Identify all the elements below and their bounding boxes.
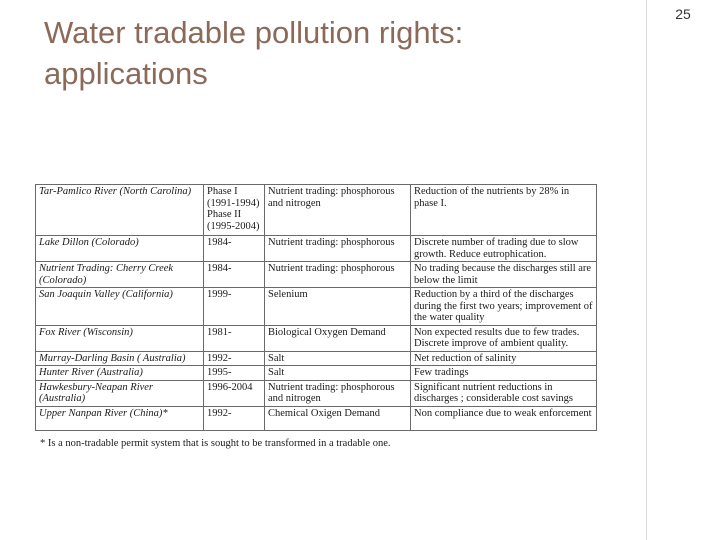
cell-program: Nutrient trading: phosphorous bbox=[265, 262, 411, 288]
cell-location: Nutrient Trading: Cherry Creek (Colorado) bbox=[36, 262, 204, 288]
cell-period: 1999- bbox=[204, 288, 265, 326]
table-row bbox=[36, 380, 597, 406]
table-footnote: * Is a non-tradable permit system that is sought to be transformed in a tradable one. bbox=[40, 438, 391, 449]
cell-result: No trading because the discharges still are below the limit bbox=[411, 262, 597, 288]
cell-location: Hunter River (Australia) bbox=[36, 366, 204, 381]
cell-program: Nutrient trading: phosphorous and nitrogen bbox=[265, 380, 411, 406]
cell-program: Nutrient trading: phosphorous and nitrogen bbox=[265, 185, 411, 236]
cell-location: Tar-Pamlico River (North Carolina) bbox=[36, 185, 204, 236]
cell-program: Biological Oxygen Demand bbox=[265, 325, 411, 351]
slide-title-line2: applications bbox=[44, 56, 208, 91]
cell-period: 1995- bbox=[204, 366, 265, 381]
table-body bbox=[36, 185, 597, 431]
pollution-rights-table bbox=[35, 184, 597, 431]
left-margin-strip bbox=[0, 0, 34, 540]
page-number: 25 bbox=[675, 6, 691, 22]
table-row bbox=[36, 366, 597, 381]
cell-result: Non expected results due to few trades. Discrete improve of ambient quality. bbox=[411, 325, 597, 351]
cell-program: Salt bbox=[265, 366, 411, 381]
cell-program: Nutrient trading: phosphorous bbox=[265, 236, 411, 262]
cell-program: Selenium bbox=[265, 288, 411, 326]
cell-location: Lake Dillon (Colorado) bbox=[36, 236, 204, 262]
cell-location: San Joaquin Valley (California) bbox=[36, 288, 204, 326]
cell-location: Fox River (Wisconsin) bbox=[36, 325, 204, 351]
cell-location: Murray-Darling Basin ( Australia) bbox=[36, 351, 204, 366]
table-row bbox=[36, 262, 597, 288]
cell-location: Hawkesbury-Neapan River (Australia) bbox=[36, 380, 204, 406]
cell-result: Net reduction of salinity bbox=[411, 351, 597, 366]
table-row bbox=[36, 185, 597, 236]
slide-title bbox=[44, 12, 604, 94]
cell-period: 1981- bbox=[204, 325, 265, 351]
cell-result: Significant nutrient reductions in discharges ; considerable cost savings bbox=[411, 380, 597, 406]
cell-program: Chemical Oxigen Demand bbox=[265, 406, 411, 430]
cell-result: Non compliance due to weak enforcement bbox=[411, 406, 597, 430]
table-row bbox=[36, 406, 597, 430]
cell-result: Reduction of the nutrients by 28% in phase I. bbox=[411, 185, 597, 236]
table-row bbox=[36, 288, 597, 326]
cell-period: 1984- bbox=[204, 262, 265, 288]
table-row bbox=[36, 236, 597, 262]
cell-period: 1992- bbox=[204, 351, 265, 366]
cell-result: Few tradings bbox=[411, 366, 597, 381]
page-number-panel bbox=[646, 0, 720, 540]
cell-period: 1996-2004 bbox=[204, 380, 265, 406]
table-row bbox=[36, 351, 597, 366]
cell-program: Salt bbox=[265, 351, 411, 366]
cell-period: 1984- bbox=[204, 236, 265, 262]
cell-result: Reduction by a third of the discharges during the first two years; improvement of the water quality bbox=[411, 288, 597, 326]
cell-period: 1992- bbox=[204, 406, 265, 430]
cell-period: Phase I (1991-1994) Phase II (1995-2004) bbox=[204, 185, 265, 236]
table-row bbox=[36, 325, 597, 351]
cell-location: Upper Nanpan River (China)* bbox=[36, 406, 204, 430]
cell-result: Discrete number of trading due to slow growth. Reduce eutrophication. bbox=[411, 236, 597, 262]
slide-title-line1: Water tradable pollution rights: bbox=[44, 15, 464, 50]
